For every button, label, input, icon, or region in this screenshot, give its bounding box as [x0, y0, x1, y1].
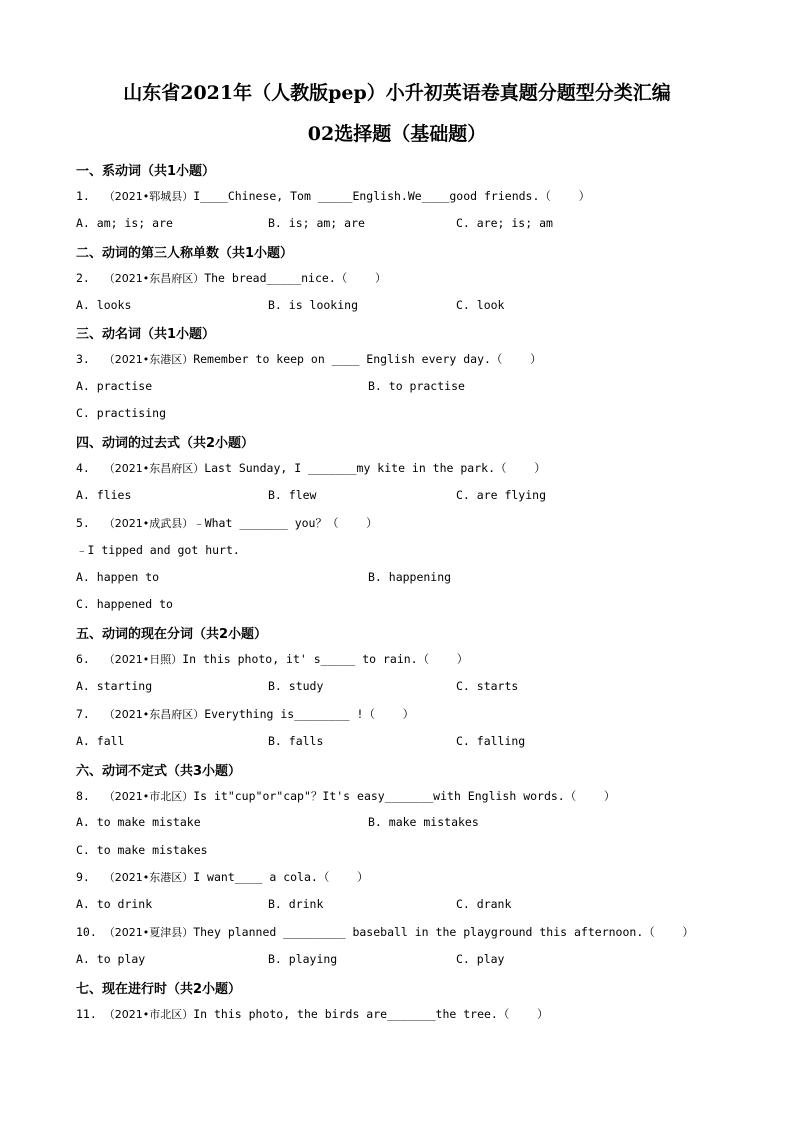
option-b: B. falls	[268, 734, 324, 748]
option-c: C. to make mistakes	[76, 843, 208, 857]
section-heading: 三、动名词（共1小题）	[76, 327, 216, 342]
question-2: 2. （2021•东昌府区）The bread_____nice.（ ）	[76, 271, 387, 285]
question-4: 4. （2021•东昌府区）Last Sunday, I _______my kite in the park.（ ）	[76, 461, 546, 475]
question-6: 6. （2021•日照）In this photo, it' s_____ to rain.（ ）	[76, 652, 469, 666]
option-c: C. drank	[456, 897, 512, 911]
section-heading: 七、现在进行时（共2小题）	[76, 982, 242, 997]
question-5-response: ﹣I tipped and got hurt.	[76, 543, 240, 557]
option-c: C. play	[456, 952, 505, 966]
option-a: A. to play	[76, 952, 146, 966]
option-b: B. is looking	[268, 298, 359, 312]
option-c: C. look	[456, 298, 505, 312]
option-a: A. starting	[76, 679, 153, 693]
option-a: A. fall	[76, 734, 125, 748]
question-9: 9. （2021•东港区）I want____ a cola.（ ）	[76, 870, 369, 884]
option-a: A. practise	[76, 379, 153, 393]
section-heading: 二、动词的第三人称单数（共1小题）	[76, 246, 294, 261]
option-a: A. to make mistake	[76, 815, 201, 829]
option-c: C. are flying	[456, 488, 547, 502]
question-11: 11. （2021•市北区）In this photo, the birds are_______the tree.（ ）	[76, 1007, 549, 1021]
document-title: 山东省2021年（人教版pep）小升初英语卷真题分题型分类汇编	[123, 82, 671, 104]
option-a: A. happen to	[76, 570, 160, 584]
option-c: C. practising	[76, 406, 167, 420]
option-b: B. playing	[268, 952, 338, 966]
option-b: B. flew	[268, 488, 317, 502]
option-b: B. to practise	[368, 379, 465, 393]
option-c: C. falling	[456, 734, 526, 748]
question-5: 5. （2021•成武县）﹣What _______ you？（ ）	[76, 516, 378, 530]
option-c: C. are; is; am	[456, 216, 553, 230]
option-b: B. drink	[268, 897, 324, 911]
option-a: A. looks	[76, 298, 132, 312]
question-8: 8. （2021•市北区）Is it"cup"or"cap"？It's easy_______with English words.（ ）	[76, 789, 616, 803]
section-heading: 六、动词不定式（共3小题）	[76, 764, 242, 779]
option-a: A. am; is; are	[76, 216, 173, 230]
option-b: B. study	[268, 679, 324, 693]
question-10: 10. （2021•夏津县）They planned _________ baseball in the playground this afternoon.（ ）	[76, 925, 694, 939]
question-1: 1. （2021•郓城县）I____Chinese, Tom _____English.We____good friends.（ ）	[76, 189, 591, 203]
option-b: B. is; am; are	[268, 216, 365, 230]
section-heading: 四、动词的过去式（共2小题）	[76, 436, 255, 451]
option-b: B. happening	[368, 570, 452, 584]
option-c: C. happened to	[76, 597, 173, 611]
question-3: 3. （2021•东港区）Remember to keep on ____ English every day.（ ）	[76, 352, 542, 366]
option-a: A. flies	[76, 488, 132, 502]
section-heading: 一、系动词（共1小题）	[76, 164, 216, 179]
question-7: 7. （2021•东昌府区）Everything is________ !（ ）	[76, 707, 415, 721]
section-heading: 五、动词的现在分词（共2小题）	[76, 627, 268, 642]
document-subtitle: 02选择题（基础题）	[307, 123, 487, 145]
option-b: B. make mistakes	[368, 815, 479, 829]
option-c: C. starts	[456, 679, 519, 693]
option-a: A. to drink	[76, 897, 153, 911]
